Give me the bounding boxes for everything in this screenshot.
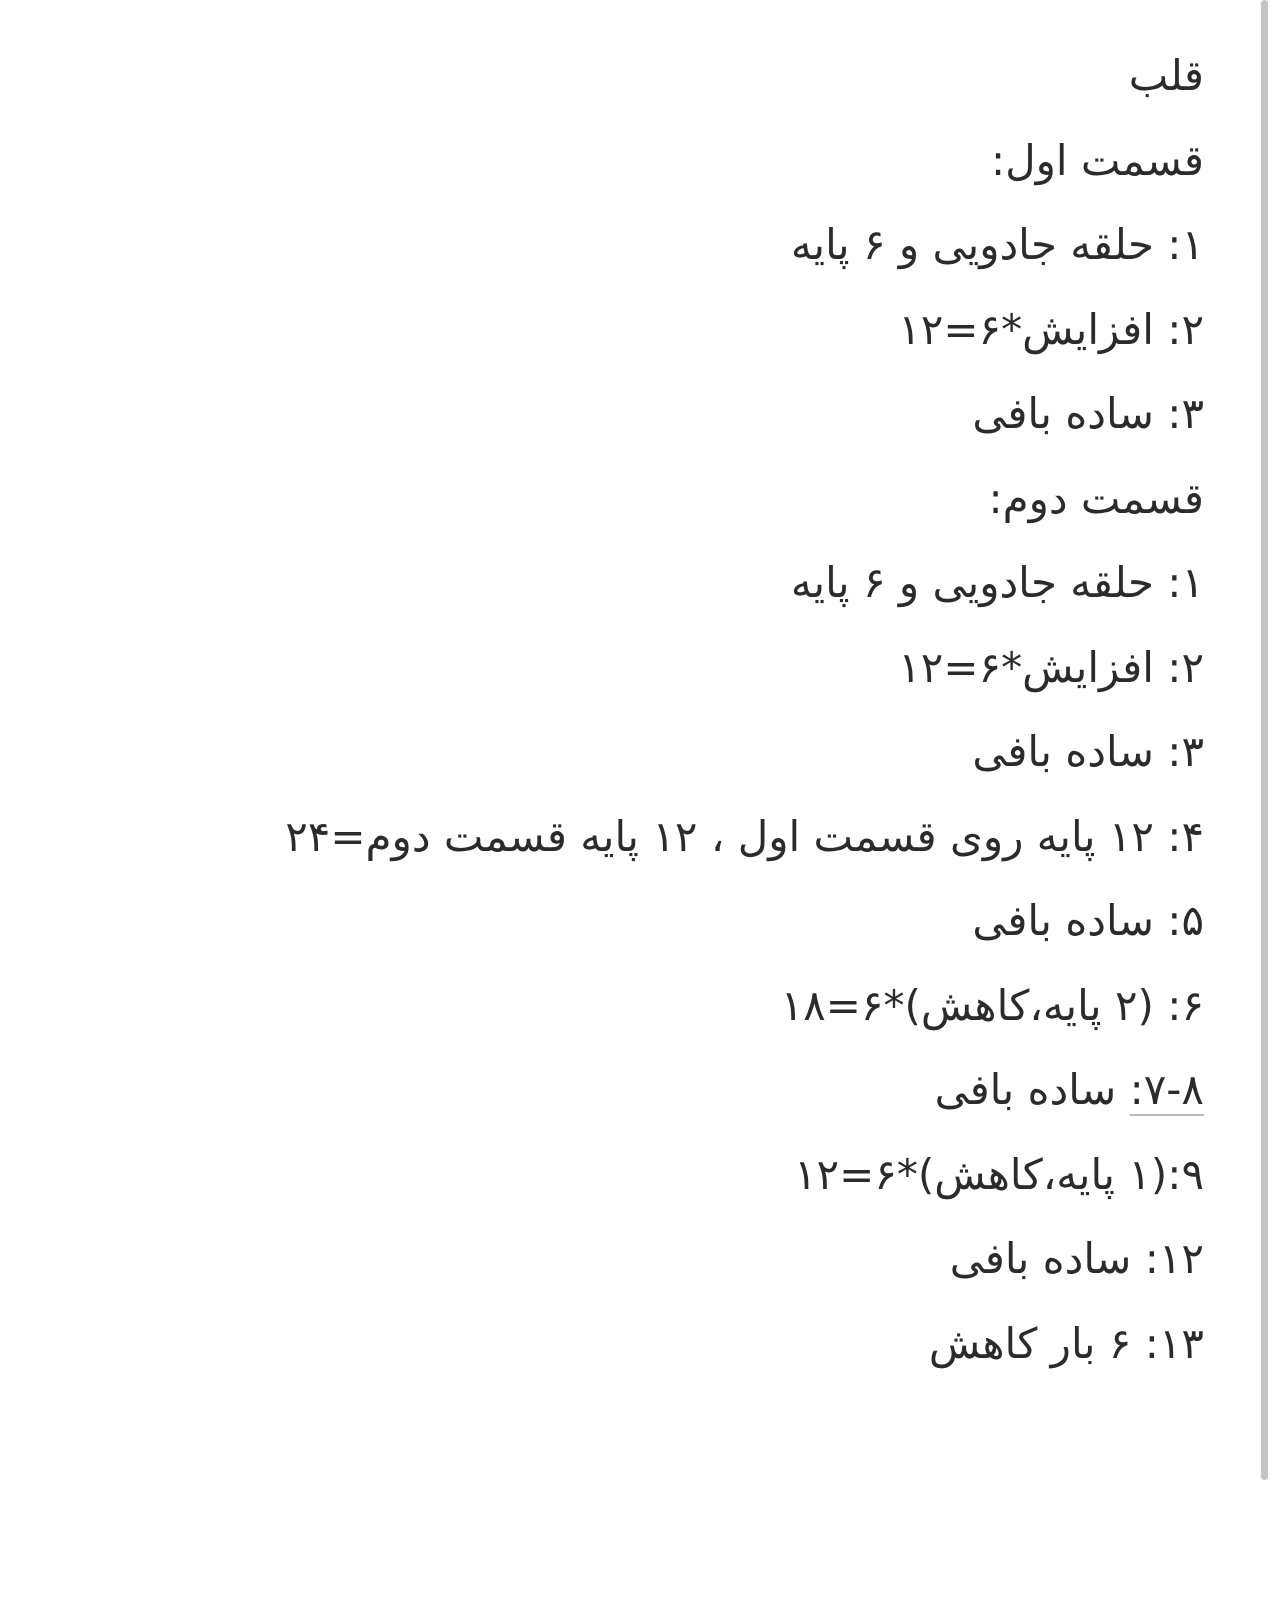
row-text: (۱ پایه،کاهش)*۶=۱۲ xyxy=(793,1149,1168,1199)
pattern-row xyxy=(104,372,1204,457)
pattern-row xyxy=(104,1302,1204,1387)
row-text: حلقه جادویی و ۶ پایه xyxy=(790,558,1168,607)
pattern-row xyxy=(104,795,1204,880)
section-heading-part2: قسمت دوم: xyxy=(988,473,1204,523)
pattern-row xyxy=(104,710,1204,795)
pattern-row xyxy=(104,1217,1204,1302)
row-number: ۲: xyxy=(1167,642,1204,692)
pattern-row xyxy=(104,541,1204,626)
pattern-row xyxy=(104,288,1204,373)
pattern-row xyxy=(104,879,1204,964)
row-text: حلقه جادویی و ۶ پایه xyxy=(790,220,1168,269)
row-number: ۴: xyxy=(1167,811,1204,861)
row-number: ۳: xyxy=(1167,389,1204,438)
row-number: ۲: xyxy=(1167,304,1204,354)
row-text: ساده بافی xyxy=(972,389,1168,438)
pattern-row xyxy=(104,1133,1204,1218)
row-text: ساده بافی xyxy=(949,1234,1145,1283)
row-number: ۱۳: xyxy=(1144,1318,1204,1368)
document-title: قلب xyxy=(1128,51,1204,100)
row-text: ساده بافی xyxy=(972,896,1168,945)
row-number: ۳: xyxy=(1167,727,1204,776)
row-text: ساده بافی xyxy=(972,727,1168,776)
pattern-row xyxy=(104,203,1204,288)
row-number: ۱۲: xyxy=(1144,1234,1204,1283)
row-text: ساده بافی xyxy=(934,1065,1130,1114)
row-text: ۶ بار کاهش xyxy=(928,1318,1145,1368)
row-number: ۶: xyxy=(1167,980,1204,1030)
pattern-row xyxy=(104,1048,1204,1133)
row-text: افزایش*۶=۱۲ xyxy=(898,642,1168,692)
row-number: ۹: xyxy=(1167,1149,1204,1199)
document-body xyxy=(104,34,1204,1386)
row-text: (۲ پایه،کاهش)*۶=۱۸ xyxy=(780,980,1168,1030)
row-number: ۱: xyxy=(1167,220,1204,269)
row-number: ۵: xyxy=(1167,896,1204,945)
row-number: ۱: xyxy=(1167,558,1204,607)
row-text: افزایش*۶=۱۲ xyxy=(898,304,1168,354)
row-text: ۱۲ پایه روی قسمت اول ، ۱۲ پایه قسمت دوم=۲۴ xyxy=(285,811,1168,861)
vertical-scrollbar[interactable] xyxy=(1261,0,1268,1480)
pattern-row xyxy=(104,964,1204,1049)
pattern-row xyxy=(104,626,1204,711)
section-heading-part1: قسمت اول: xyxy=(990,135,1204,185)
row-number-range: ۷-۸: xyxy=(1129,1065,1204,1114)
